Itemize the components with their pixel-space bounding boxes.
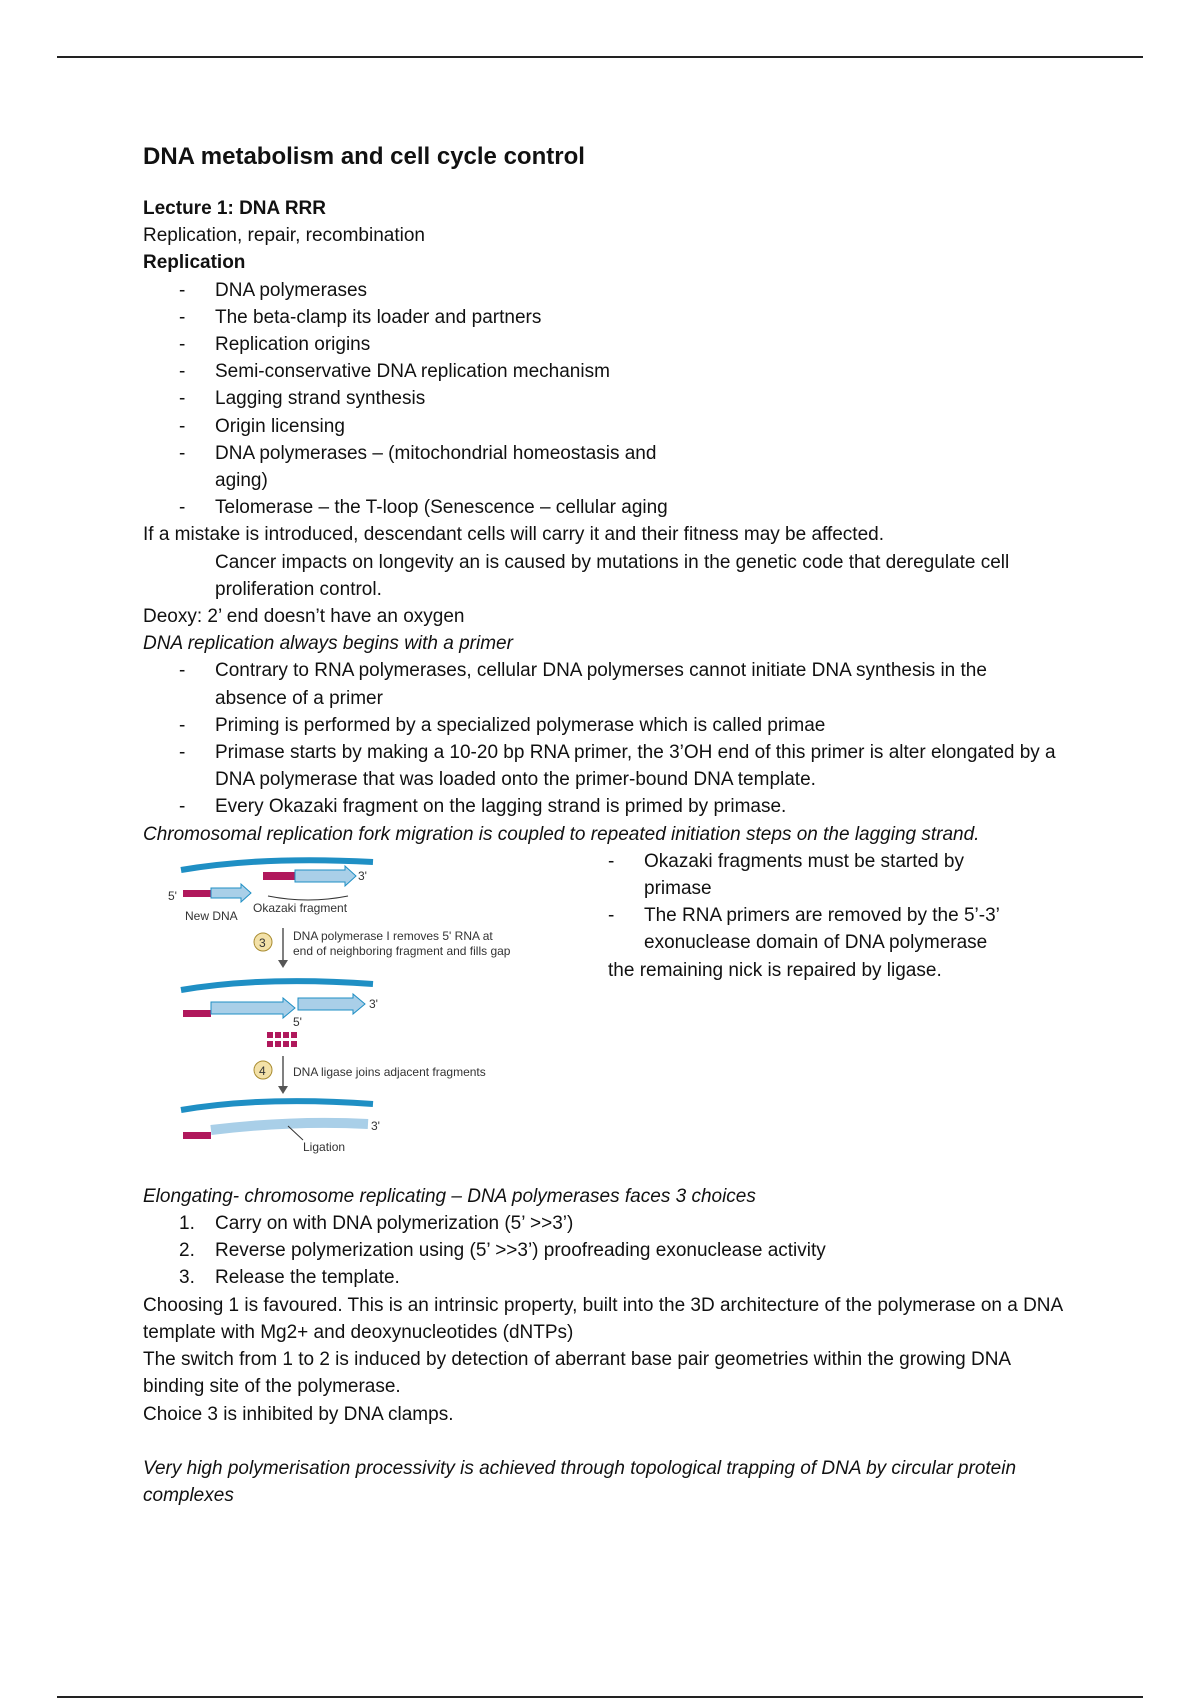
replication-list [143, 277, 1063, 522]
lecture-heading: Lecture 1: DNA RRR [143, 198, 326, 219]
document-body [143, 140, 1063, 1509]
figure-row [143, 848, 1063, 1183]
list-item: - Semi-conservative DNA replication mechanism [143, 358, 1063, 385]
choosing-paragraph: Choosing 1 is favoured. This is an intrinsic property, built into the 3D architecture of the polymerase on a DNA template with Mg2+ and deoxynucleotides (dNTPs) [143, 1294, 1063, 1343]
list-item: - Priming is performed by a specialized polymerase which is called primae [143, 712, 1063, 739]
page-title: DNA metabolism and cell cycle control [143, 143, 585, 170]
switch-paragraph: The switch from 1 to 2 is induced by detection of aberrant base pair geometries within the growing DNA binding site of the polymerase. [143, 1349, 1011, 1398]
list-item: - Replication origins [143, 331, 1063, 358]
deoxy-paragraph: Deoxy: 2’ end doesn’t have an oxygen [143, 606, 465, 628]
list-item: Reverse polymerization using (5’ >>3’) proofreading exonuclease activity [215, 1240, 826, 1262]
blank-line [143, 1428, 1063, 1455]
step3-text-line2: end of neighboring fragment and fills gap [293, 943, 511, 958]
mistake-paragraph: If a mistake is introduced, descendant cells will carry it and their fitness may be affected. [143, 524, 884, 546]
list-item: Carry on with DNA polymerization (5’ >>3’) [215, 1213, 574, 1235]
step3-text-line1: DNA polymerase I removes 5' RNA at [293, 928, 493, 943]
list-item: - Every Okazaki fragment on the lagging strand is primed by primase. [143, 793, 1063, 820]
list-item: - Okazaki fragments must be started by primase [608, 848, 1014, 902]
label-okazaki-fragment: Okazaki fragment [253, 900, 348, 915]
lecture-subtitle: Replication, repair, recombination [143, 225, 425, 247]
primer-heading: DNA replication always begins with a primer [143, 633, 513, 655]
label-new-dna: New DNA [185, 908, 238, 923]
step3-number: 3 [259, 935, 266, 950]
label-ligation: Ligation [303, 1139, 346, 1154]
rna-nucleotides [267, 1032, 297, 1047]
primer-list [143, 657, 1063, 820]
figure-side-text [608, 848, 1063, 984]
list-item: - DNA polymerases – (mitochondrial homeostasis and aging) [143, 440, 705, 494]
header-rule [57, 56, 1143, 58]
cancer-paragraph: Cancer impacts on longevity an is caused by mutations in the genetic code that deregulate cell proliferation control. [215, 551, 1010, 600]
step4-number: 4 [259, 1063, 266, 1078]
list-item: - Origin licensing [143, 413, 1063, 440]
label-5prime-b: 5' [293, 1014, 302, 1029]
label-5prime: 5' [168, 888, 177, 903]
processivity-paragraph: Very high polymerisation processivity is achieved through topological trapping of DNA by circular protein complexes [143, 1457, 1017, 1506]
okazaki-figure [153, 848, 573, 1160]
figure-side-after: the remaining nick is repaired by ligase. [608, 959, 942, 981]
list-item: - Contrary to RNA polymerases, cellular DNA polymerses cannot initiate DNA synthesis in the absence of a primer [143, 657, 1063, 711]
list-item: - The RNA primers are removed by the 5’-3’ exonuclease domain of DNA polymerase [608, 902, 1014, 956]
label-3prime-a: 3' [358, 868, 367, 883]
step4-text: DNA ligase joins adjacent fragments [293, 1064, 486, 1079]
figure-side-list [608, 848, 1063, 957]
choice3-paragraph: Choice 3 is inhibited by DNA clamps. [143, 1403, 454, 1425]
list-item: - Telomerase – the T-loop (Senescence – cellular aging [143, 494, 1063, 521]
replication-heading: Replication [143, 252, 246, 274]
list-item: - Primase starts by making a 10-20 bp RNA primer, the 3’OH end of this primer is alter elongated by a DNA polymerase that was loaded onto the primer-bound DNA template. [143, 739, 1063, 793]
list-item: - DNA polymerases [143, 277, 1063, 304]
list-item: - Lagging strand synthesis [143, 385, 1063, 412]
list-item: - The beta-clamp its loader and partners [143, 304, 1063, 331]
label-3prime-b: 3' [369, 996, 378, 1011]
footer-rule [57, 1696, 1143, 1698]
list-item: Release the template. [215, 1267, 400, 1289]
choices-list [143, 1210, 1063, 1292]
elongating-heading: Elongating- chromosome replicating – DNA polymerases faces 3 choices [143, 1185, 756, 1207]
label-3prime-c: 3' [371, 1118, 380, 1133]
fork-heading: Chromosomal replication fork migration is coupled to repeated initiation steps on the lagging strand. [143, 823, 980, 845]
